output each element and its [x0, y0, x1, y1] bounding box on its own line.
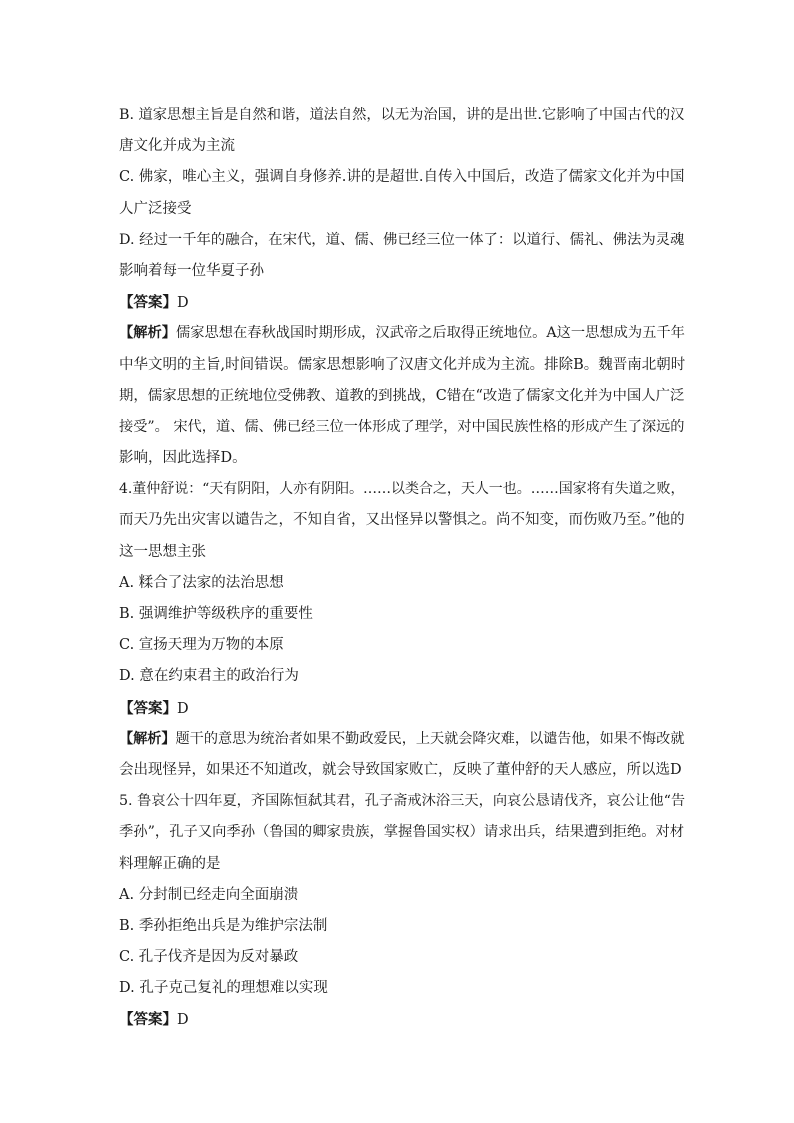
q4-option-b: B. 强调维护等级秩序的重要性 — [119, 606, 313, 622]
q3-option-b-line1: B. 道家思想主旨是自然和谐，道法自然，以无为治国，讲的是出世.它影响了中国古代的汉 — [119, 107, 685, 123]
q5-stem-line3: 料理解正确的是 — [119, 855, 221, 872]
q4-stem-line2: 而天乃先出灾害以谴告之，不知自省，又出怪异以警惧之。尚不知变，而伤败乃至。”他的 — [119, 512, 685, 529]
q4-analysis-text1: 题干的意思为统治者如果不勤政爱民，上天就会降灾难，以谴告他，如果不悔改就 — [175, 730, 685, 747]
q5-stem-line1: 5. 鲁哀公十四年夏，齐国陈恒弑其君，孔子斋戒沐浴三天，向哀公恳请伐齐，哀公让他“告 — [119, 793, 686, 810]
q4-stem-line3: 这一思想主张 — [119, 543, 206, 560]
q5-option-b: B. 季孙拒绝出兵是为维护宗法制 — [119, 917, 328, 934]
q4-analysis-line2: 会出现怪异，如果还不知道改，就会导致国家败亡，反映了董仲舒的天人感应，所以选D — [119, 761, 682, 778]
q3-analysis-label: 【解析】 — [119, 325, 176, 342]
q5-answer-label: 【答案】 — [119, 1011, 177, 1029]
q3-option-b-line2: 唐文化并成为主流 — [119, 138, 235, 155]
q3-analysis-line5: 影响，因此选择D。 — [119, 450, 247, 467]
q4-stem-line1: 4.董仲舒说：“天有阴阳，人亦有阴阳。……以类合之，天人一也。……国家将有失道之败， — [119, 481, 685, 498]
q5-option-c: C. 孔子伐齐是因为反对暴政 — [119, 949, 299, 966]
q3-option-c-line1: C. 佛家，唯心主义，强调自身修养.讲的是超世.自传入中国后，改造了儒家文化并为中国 — [119, 169, 685, 186]
q4-answer-label: 【答案】 — [119, 699, 177, 717]
q3-answer-label: 【答案】 — [119, 294, 177, 312]
q3-option-d-line2: 影响着每一位华夏子孙 — [119, 262, 264, 279]
q3-analysis-line2: 中华文明的主旨,时间错误。儒家思想影响了汉唐文化并成为主流。排除B。魏晋南北朝时 — [119, 356, 686, 373]
q3-analysis-text1: 儒家思想在春秋战国时期形成，汉武帝之后取得正统地位。A这一思想成为五千年 — [175, 325, 685, 342]
q3-answer-value: D — [177, 295, 189, 312]
q4-option-a: A. 糅合了法家的法治思想 — [119, 574, 284, 591]
q5-option-d: D. 孔子克己复礼的理想难以实现 — [119, 980, 328, 997]
q5-answer-value: D — [177, 1012, 189, 1029]
q5-answer — [119, 1004, 685, 1035]
q4-answer — [119, 693, 685, 724]
q4-option-c: C. 宣扬天理为万物的本原 — [119, 637, 284, 654]
q3-analysis-line4: 接受”。 宋代，道、儒、佛已经三位一体形成了理学，对中国民族性格的形成产生了深远的 — [119, 418, 685, 435]
q3-answer — [119, 287, 685, 318]
q3-analysis-line3: 期，儒家思想的正统地位受佛教、道教的到挑战，C错在“改造了儒家文化并为中国人广泛 — [119, 387, 685, 404]
document-content — [119, 100, 685, 1036]
q3-analysis-line1 — [119, 318, 685, 349]
q4-analysis-line1 — [119, 724, 685, 755]
q3-option-d-line1: D. 经过一千年的融合，在宋代，道、儒、佛已经三位一体了：以道行、儒礼、佛法为灵魂 — [119, 231, 685, 248]
q4-option-d: D. 意在约束君主的政治行为 — [119, 668, 299, 685]
q5-option-a: A. 分封制已经走向全面崩溃 — [119, 886, 299, 903]
q3-option-c-line2: 人广泛接受 — [119, 200, 192, 217]
q5-stem-line2: 季孙”，孔子又向季孙（鲁国的卿家贵族，掌握鲁国实权）请求出兵，结果遭到拒绝。对材 — [119, 824, 685, 841]
q4-analysis-label: 【解析】 — [119, 730, 176, 747]
q4-answer-value: D — [177, 700, 189, 717]
